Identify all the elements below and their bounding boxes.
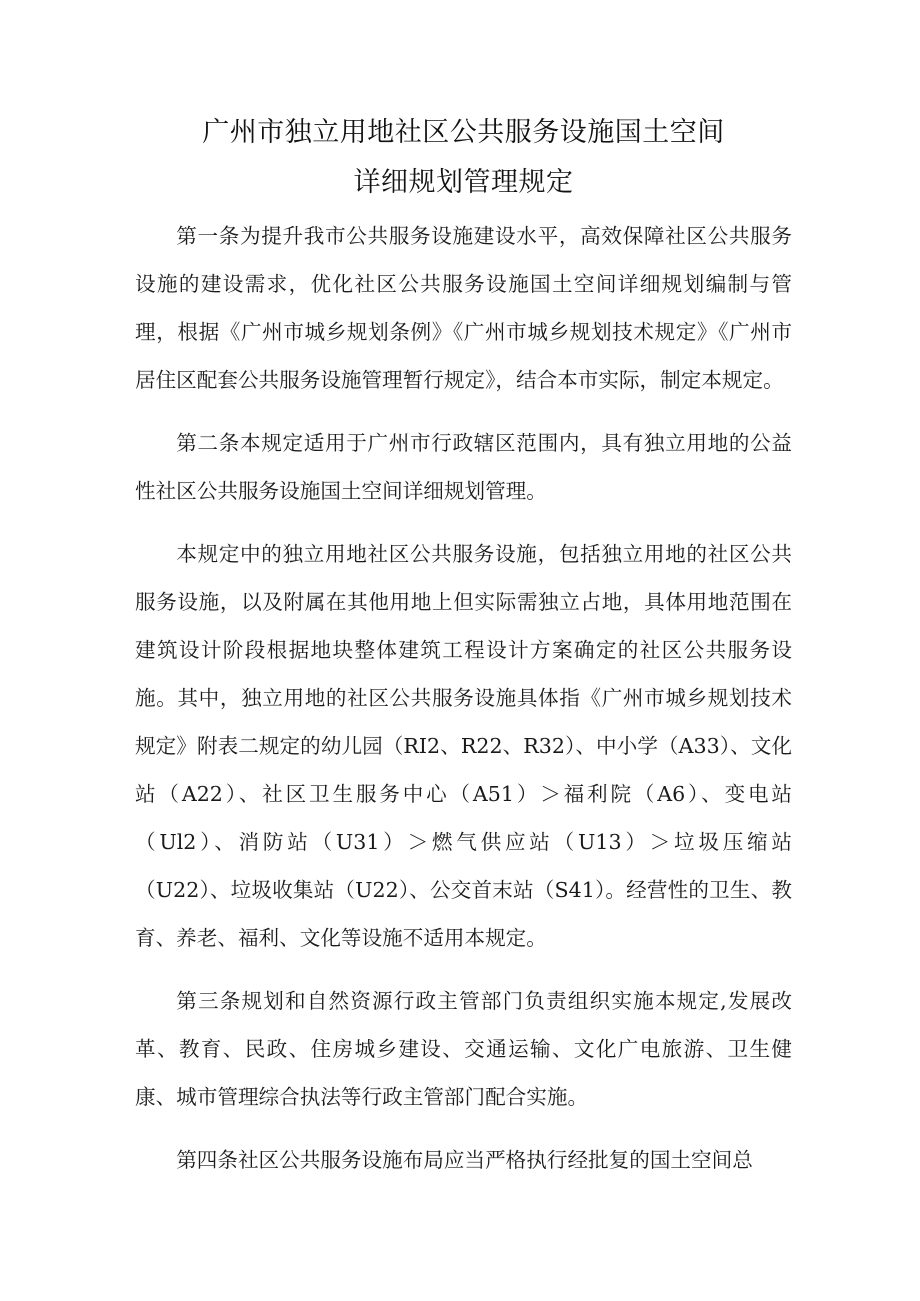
article-4-paragraph: 第四条社区公共服务设施布局应当严格执行经批复的国土空间总 bbox=[176, 1148, 753, 1172]
article-2-paragraph: 第二条本规定适用于广州市行政辖区范围内，具有独立用地的公益性社区公共服务设施国土空间详细规划管理。 bbox=[135, 431, 792, 503]
document-body bbox=[135, 212, 792, 1184]
article-1-paragraph: 第一条为提升我市公共服务设施建设水平，高效保障社区公共服务设施的建设需求，优化社区公共服务设施国土空间详细规划编制与管理，根据《广州市城乡规划条例》《广州市城乡规划技术规定》《广州市居住区配套公共服务设施管理暂行规定》，结合本市实际，制定本规定。 bbox=[135, 224, 792, 392]
article-3-paragraph: 第三条规划和自然资源行政主管部门负责组织实施本规定,发展改革、教育、民政、住房城乡建设、交通运输、文化广电旅游、卫生健康、城市管理综合执法等行政主管部门配合实施。 bbox=[135, 989, 792, 1109]
document-title bbox=[135, 108, 792, 208]
article-2-scope-paragraph: 本规定中的独立用地社区公共服务设施，包括独立用地的社区公共服务设施，以及附属在其他用地上但实际需独立占地，具体用地范围在建筑设计阶段根据地块整体建筑工程设计方案确定的社区公共服务设施。其中，独立用地的社区公共服务设施具体指《广州市城乡规划技术规定》附表二规定的幼儿园（RI2、R22、R32）、中小学（A33）、文化站（A22）、社区卫生服务中心（A51）＞福利院（A6）、变电站（Ul2）、消防站（U31）＞燃气供应站（U13）＞垃圾压缩站（U22）、垃圾收集站（U22）、公交首末站（S41）。经营性的卫生、教育、养老、福利、文化等设施不适用本规定。 bbox=[135, 542, 792, 950]
title-line-2: 详细规划管理规定 bbox=[353, 167, 574, 198]
title-line-1: 广州市独立用地社区公共服务设施国土空间 bbox=[202, 117, 725, 148]
